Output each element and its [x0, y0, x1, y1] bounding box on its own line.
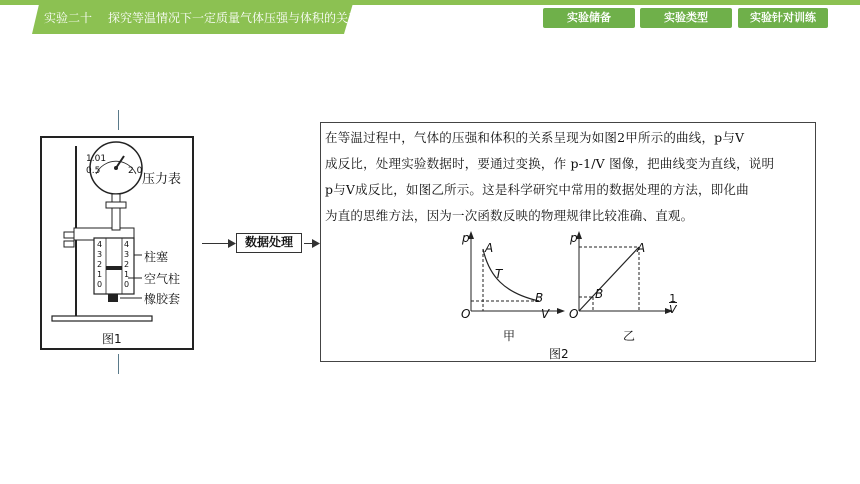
air-column-label: 空气柱 — [144, 272, 181, 286]
data-processing-box: 数据处理 — [236, 233, 302, 253]
nav-button-training[interactable]: 实验针对训练 — [738, 8, 828, 28]
gauge-label: 压力表 — [142, 172, 182, 187]
figure-2-box — [320, 122, 816, 362]
divider-top — [118, 110, 119, 130]
experiment-number: 实验二十 — [44, 11, 93, 25]
graph-a-point-t: T — [495, 267, 503, 281]
graph-a-caption: 甲 — [503, 329, 516, 343]
graph-a-v-label: V — [541, 307, 550, 321]
graph-b-origin: O — [569, 307, 579, 321]
graph-a-origin: O — [461, 307, 471, 321]
plunger-label: 柱塞 — [144, 250, 169, 264]
figure-1-apparatus — [40, 136, 194, 350]
graph-b-point-a: A — [637, 241, 646, 255]
gauge-reading-left: 0.5 — [86, 166, 101, 176]
gauge-reading-top: 1.01 — [86, 154, 107, 164]
graph-b-p-label: p — [570, 231, 578, 245]
graph-b-p-vs-inv-v — [567, 231, 677, 317]
scale-right: 4 3 2 1 0 — [124, 240, 130, 289]
paragraph-line-3: p与V成反比，如图乙所示。这是科学研究中常用的数据处理的方法，即化曲 — [325, 182, 749, 197]
graph-a-p-label: p — [462, 231, 470, 245]
graph-b-caption: 乙 — [623, 329, 636, 343]
graph-b-x-label: 1 V — [669, 292, 677, 316]
paragraph-line-2: 成反比，处理实验数据时，要通过变换，作 p-1/V 图像，把曲线变为直线，说明 — [325, 156, 775, 171]
graph-a-p-vs-v — [459, 231, 569, 317]
top-bar — [0, 0, 860, 34]
paragraph-line-4: 为直的思维方法，因为一次函数反映的物理规律比较准确、直观。 — [325, 208, 694, 223]
gauge-reading-right: 2.0 — [128, 166, 143, 176]
figure-2-caption: 图2 — [549, 347, 569, 361]
page-title — [44, 9, 376, 26]
divider-bottom — [118, 354, 119, 374]
rubber-cap-label: 橡胶套 — [144, 292, 181, 306]
figure-1-caption: 图1 — [102, 332, 122, 346]
paragraph-line-1: 在等温过程中，气体的压强和体积的关系呈现为如图2甲所示的曲线，p与V — [325, 130, 745, 145]
graph-a-point-a: A — [485, 241, 494, 255]
explanation-paragraph — [325, 125, 813, 229]
graph-b-point-b: B — [595, 287, 604, 301]
nav-button-types[interactable]: 实验类型 — [640, 8, 732, 28]
experiment-title: 探究等温情况下一定质量气体压强与体积的关系 — [108, 11, 361, 25]
graph-a-point-b: B — [535, 291, 544, 305]
arrow-left-head — [228, 239, 236, 248]
nav-button-prep[interactable]: 实验储备 — [543, 8, 635, 28]
scale-left: 4 3 2 1 0 — [97, 240, 103, 289]
arrow-right-head — [312, 239, 320, 248]
